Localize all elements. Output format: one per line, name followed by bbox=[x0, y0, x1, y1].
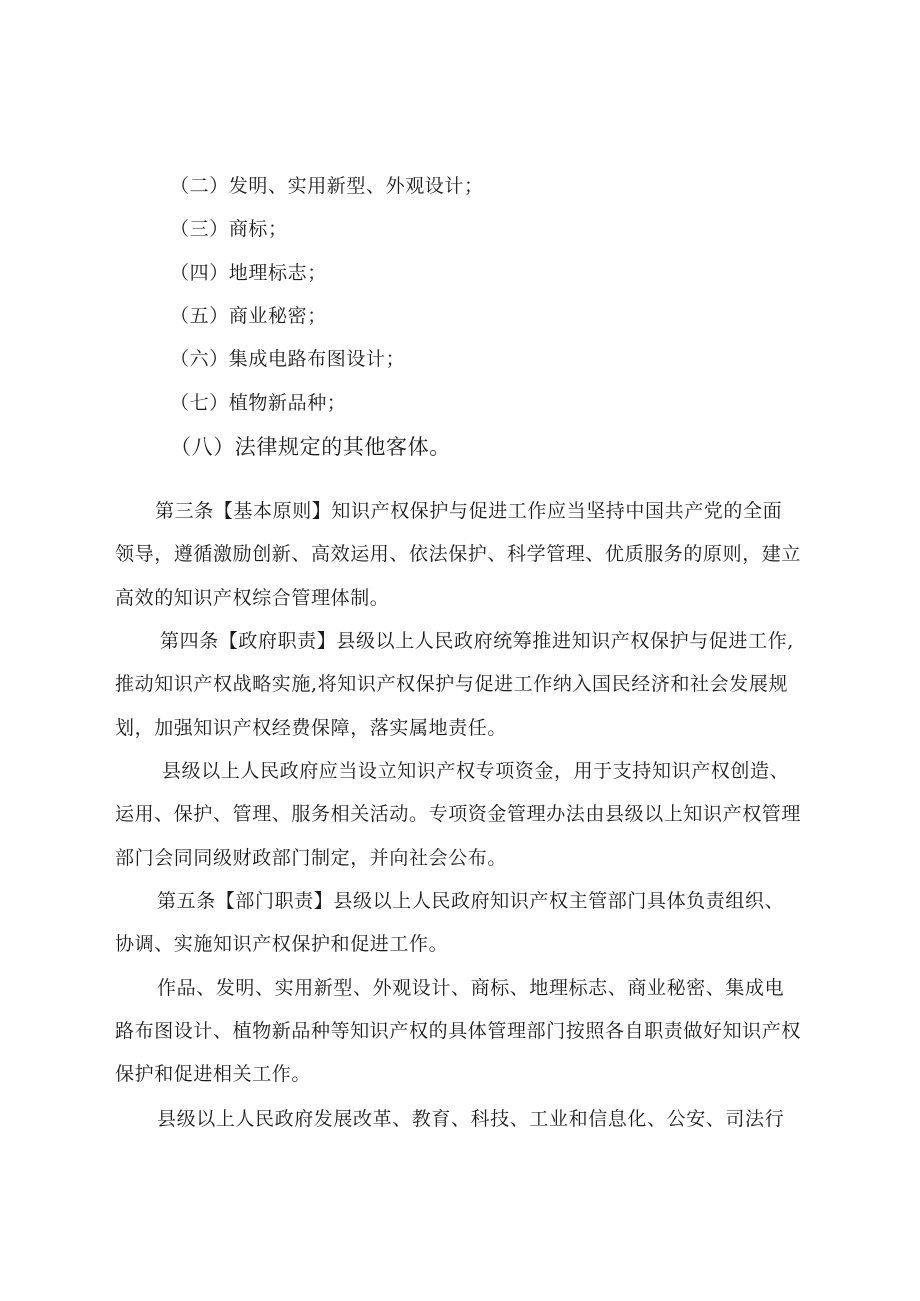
list-item-6: （六）集成电路布图设计； bbox=[170, 348, 406, 370]
article4-p2-line-1: 县级以上人民政府应当设立知识产权专项资金，用于支持知识产权创造、 bbox=[162, 760, 790, 782]
article4-p2-line-3: 部门会同同级财政部门制定，并向社会公布。 bbox=[115, 847, 508, 869]
list-item-5: （五）商业秘密； bbox=[170, 305, 327, 327]
article4-p1-line-3: 划，加强知识产权经费保障，落实属地责任。 bbox=[115, 717, 508, 739]
list-item-3: （三）商标； bbox=[170, 218, 288, 240]
article4-p1-line-2: 推动知识产权战略实施,将知识产权保护与促进工作纳入国民经济和社会发展规 bbox=[115, 673, 789, 695]
article4-p1-line-1: 第四条【政府职责】县级以上人民政府统筹推进知识产权保护与促进工作, bbox=[160, 630, 794, 652]
list-item-8: （八）法律规定的其他客体。 bbox=[170, 435, 451, 459]
list-item-2: （二）发明、实用新型、外观设计； bbox=[170, 175, 484, 197]
list-item-4: （四）地理标志； bbox=[170, 262, 327, 284]
article3-line-3: 高效的知识产权综合管理体制。 bbox=[115, 587, 390, 609]
article5-p3-line-1: 县级以上人民政府发展改革、教育、科技、工业和信息化、公安、司法行 bbox=[157, 1108, 785, 1130]
article5-p2-line-3: 保护和促进相关工作。 bbox=[115, 1063, 312, 1085]
article4-p2-line-2: 运用、保护、管理、服务相关活动。专项资金管理办法由县级以上知识产权管理 bbox=[115, 803, 802, 825]
article3-line-2: 领导，遵循激励创新、高效运用、依法保护、科学管理、优质服务的原则，建立 bbox=[115, 543, 802, 565]
article3-line-1: 第三条【基本原则】知识产权保护与促进工作应当坚持中国共产党的全面 bbox=[155, 500, 783, 522]
article5-p2-line-2: 路布图设计、植物新品种等知识产权的具体管理部门按照各自职责做好知识产权 bbox=[115, 1020, 802, 1042]
article5-p1-line-2: 协调、实施知识产权保护和促进工作。 bbox=[115, 933, 449, 955]
article5-p2-line-1: 作品、发明、实用新型、外观设计、商标、地理标志、商业秘密、集成电 bbox=[157, 977, 785, 999]
list-item-7: （七）植物新品种； bbox=[170, 392, 347, 414]
article5-p1-line-1: 第五条【部门职责】县级以上人民政府知识产权主管部门具体负责组织、 bbox=[157, 890, 785, 912]
